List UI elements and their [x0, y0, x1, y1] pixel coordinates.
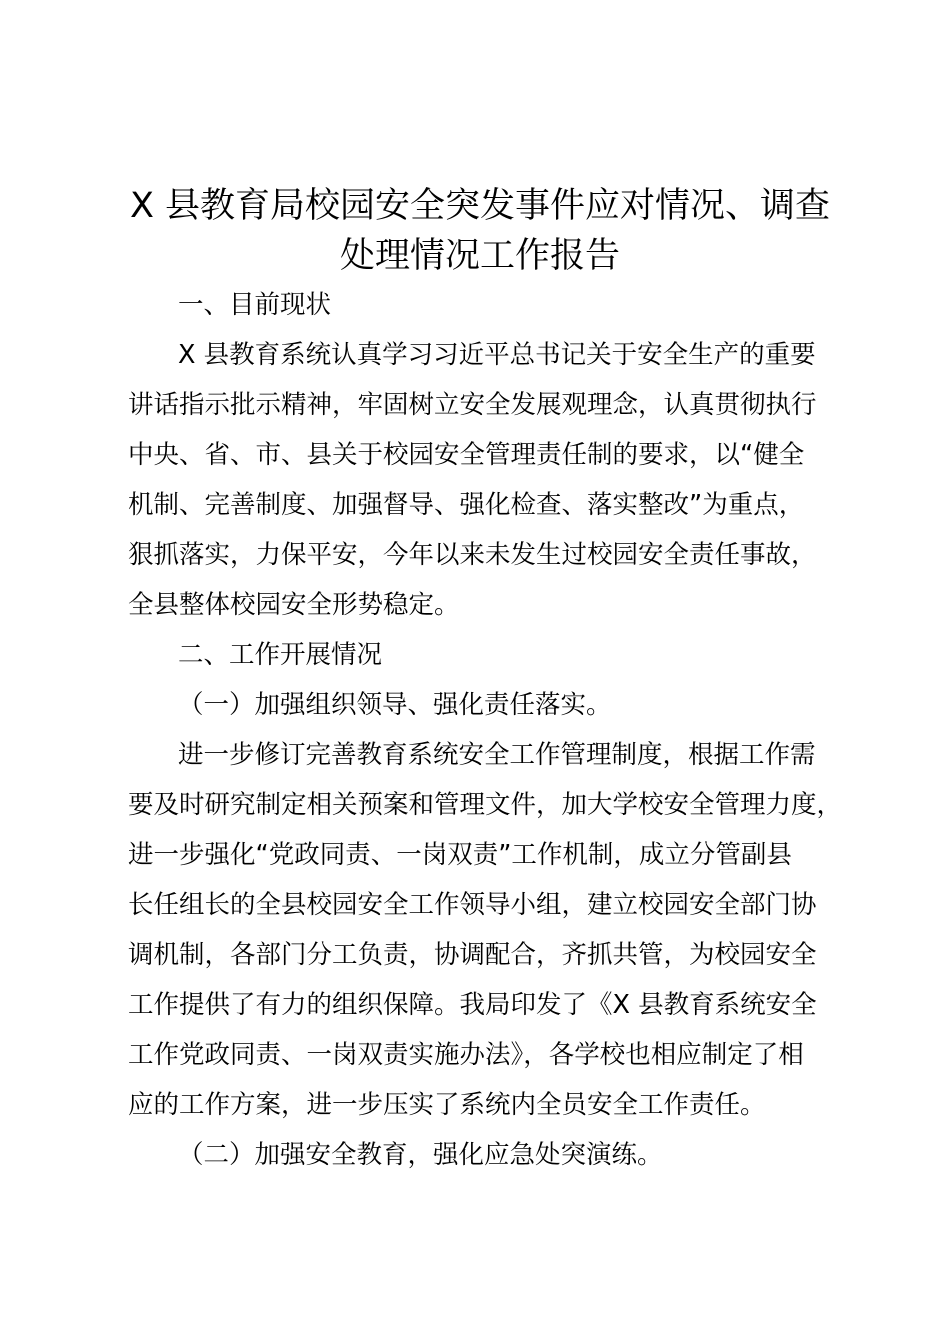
paragraph-line: 进一步强化“党政同责、一岗双责”工作机制，成立分管副县	[128, 840, 792, 870]
paragraph-line: 狠抓落实，力保平安，今年以来未发生过校园安全责任事故，	[128, 540, 817, 570]
section-heading-2: 二、工作开展情况	[178, 640, 383, 670]
paragraph-line: 机制、完善制度、加强督导、强化检查、落实整改”为重点，	[128, 490, 805, 520]
subsection-heading-1: （一）加强组织领导、强化责任落实。	[178, 690, 612, 720]
paragraph-line: 全县整体校园安全形势稳定。	[128, 590, 460, 620]
document-title-line-2: 处理情况工作报告	[339, 236, 620, 276]
section-heading-1: 一、目前现状	[178, 290, 332, 320]
subsection-heading-2: （二）加强安全教育，强化应急处突演练。	[178, 1140, 663, 1170]
paragraph-line: 进一步修订完善教育系统安全工作管理制度，根据工作需	[178, 740, 816, 770]
document-title-line-1: X 县教育局校园安全突发事件应对情况、调查	[129, 186, 831, 226]
paragraph-line: 长任组长的全县校园安全工作领导小组，建立校园安全部门协	[128, 890, 817, 920]
paragraph-line: 工作提供了有力的组织保障。我局印发了《X 县教育系统安全	[128, 990, 817, 1020]
paragraph-line: 中央、省、市、县关于校园安全管理责任制的要求，以“健全	[128, 440, 805, 470]
paragraph-line: 讲话指示批示精神，牢固树立安全发展观理念，认真贯彻执行	[128, 390, 817, 420]
paragraph-line: X 县教育系统认真学习习近平总书记关于安全生产的重要	[178, 340, 816, 370]
paragraph-line: 工作党政同责、一岗双责实施办法》，各学校也相应制定了相	[128, 1040, 804, 1070]
paragraph-line: 调机制，各部门分工负责，协调配合，齐抓共管，为校园安全	[128, 940, 817, 970]
paragraph-line: 要及时研究制定相关预案和管理文件，加大学校安全管理力度，	[128, 790, 843, 820]
paragraph-line: 应的工作方案，进一步压实了系统内全员安全工作责任。	[128, 1090, 766, 1120]
